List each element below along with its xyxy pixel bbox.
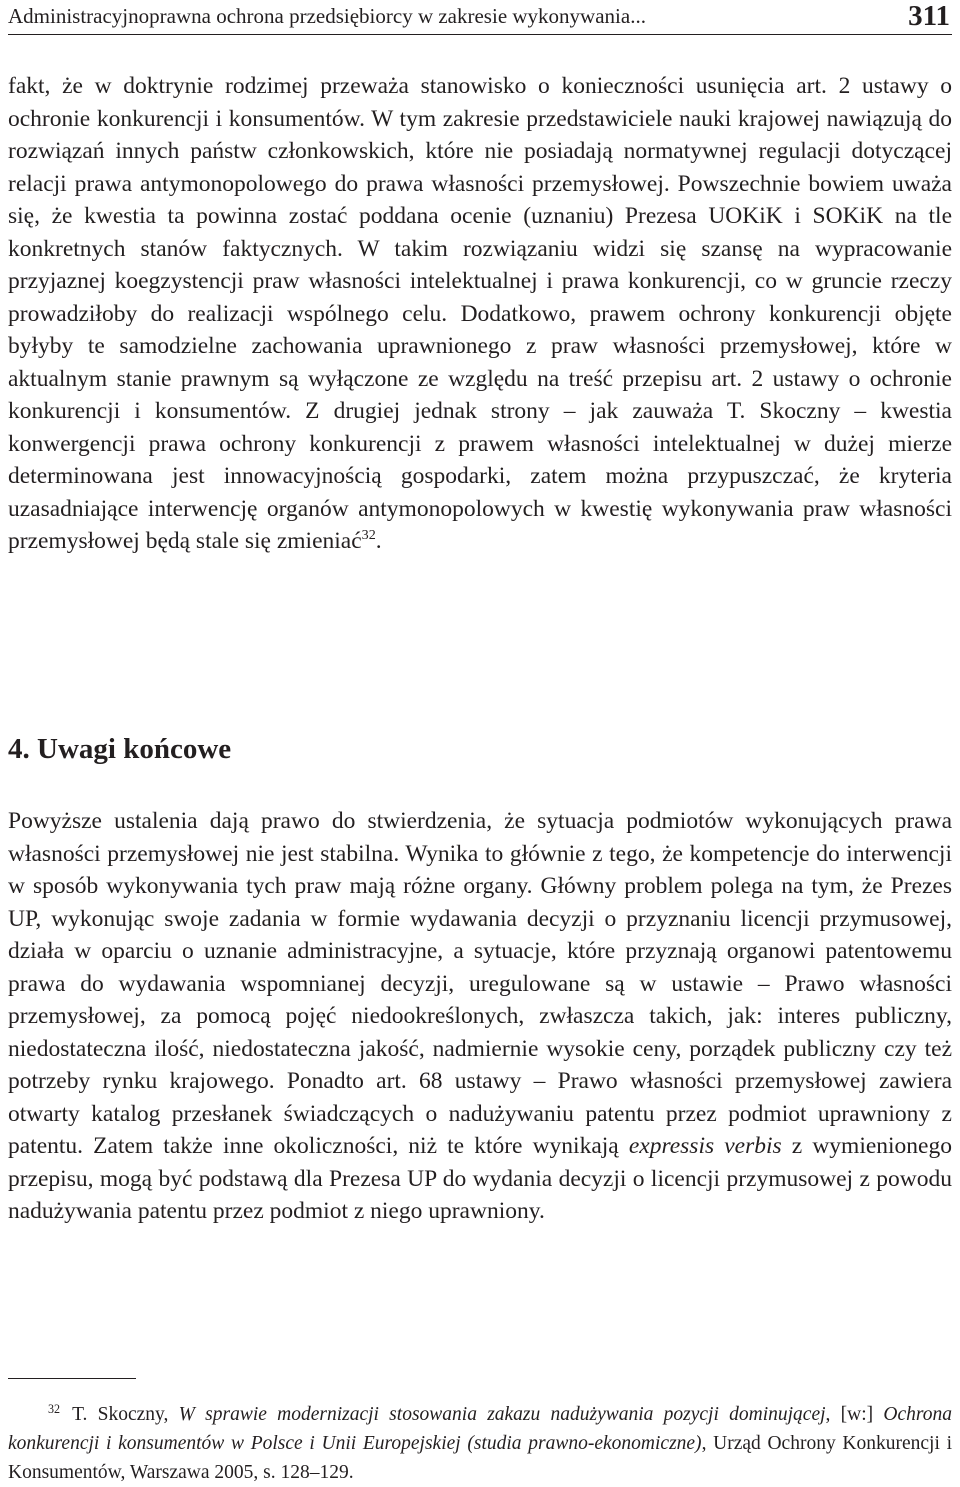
footnote-article-title: W sprawie modernizacji stosowania zakazu nadużywania pozycji dominującej <box>178 1404 826 1425</box>
footnote-in: , [w:] <box>825 1404 884 1425</box>
running-title: Administracyjnoprawna ochrona przedsiębiorcy w zakresie wykonywania... <box>8 4 646 28</box>
section-heading: 4. Uwagi końcowe <box>8 733 232 765</box>
footnote-reference[interactable]: 32 <box>361 527 376 544</box>
paragraph-2-text-b: z wymienionego przepisu, mogą być podstawą dla Prezesa UP do wydania decyzji o licencji przymusowej z powodu nadużywania patentu przez podmiot z niego uprawniony. <box>8 1133 952 1224</box>
footnote-number: 32 <box>48 1402 61 1416</box>
footnote-author: T. Skoczny, <box>72 1404 179 1425</box>
running-header <box>8 0 952 36</box>
body-paragraph-2 <box>8 805 952 1228</box>
page-number: 311 <box>908 0 950 32</box>
paragraph-2-text-a: Powyższe ustalenia dają prawo do stwierdzenia, że sytuacja podmiotów wykonujących prawa własności przemysłowej nie jest stabilna. Wynika to głównie z tego, że kompetencje do interwencji w sposób wykonywania tych praw mają różne organy. Główny problem polega na tym, że Prezes UP, wykonując swoje zadania w formie wydawania decyzji o przyznaniu licencji przymusowej, działa w oparciu o uznanie administracyjne, a sytuacje, które przyznają organowi patentowemu prawa do wydawania wspomnianej decyzji, uregulowane są w ustawie – Prawo własności przemysłowej, za pomocą pojęć niedookreślonych, zwłaszcza takich, jak: interes publiczny, niedostateczna ilość, niedostateczna jakość, nadmiernie wysokie ceny, porządek publiczny czy też potrzeby rynku krajowego. Ponadto art. 68 ustawy – Prawo własności przemysłowej zawiera otwarty katalog przesłanek świadczących o nadużywaniu patentu przez podmiot uprawniony z patentu. Zatem także inne okoliczności, niż te które wynikają <box>8 808 952 1159</box>
footnote-32 <box>8 1395 952 1487</box>
header-divider <box>8 34 952 35</box>
paragraph-1-end: . <box>375 528 382 554</box>
footnote-divider <box>8 1378 136 1379</box>
footnote-publisher: , Urząd Ochrony Konkurencji i Konsumentów, Warszawa 2005, s. 128–129. <box>8 1433 952 1483</box>
latin-phrase: expressis verbis <box>628 1133 782 1159</box>
paragraph-1-text: fakt, że w doktrynie rodzimej przeważa stanowisko o konieczności usunięcia art. 2 ustawy o ochronie konkurencji i konsumentów. W tym zakresie przedstawiciele nauki krajowej nawiązują do rozwiązań innych państw członkowskich, które nie posiadają normatywnej regulacji dotyczącej relacji prawa antymonopolowego do prawa własności przemysłowej. Powszechnie bowiem uważa się, że kwestia ta powinna zostać poddana ocenie (uznaniu) Prezesa UOKiK i SOKiK na tle konkretnych stanów faktycznych. W takim rozwiązaniu widzi się szansę na wypracowanie przyjaznej koegzystencji praw własności intelektualnej i prawa konkurencji, co w gruncie rzeczy prowadziłoby do realizacji wspólnego celu. Dodatkowo, prawem ochrony konkurencji objęte byłyby te samodzielne zachowania uprawnionego z praw własności przemysłowej, które w aktualnym stanie prawnym są wyłączone ze względu na treść przepisu art. 2 ustawy o ochronie konkurencji i konsumentów. Z drugiej jednak strony – jak zauważa T. Skoczny – kwestia konwergencji prawa ochrony konkurencji z prawem własności intelektualnej w dużej mierze determinowana jest innowacyjnością gospodarki, zatem można przypuszczać, że kryteria uzasadniające interwencję organów antymonopolowych w kwestię wykonywania praw własności przemysłowej będą stale się zmieniać <box>8 73 952 554</box>
footnote-book-title: Ochrona konkurencji i konsumentów w Polsce i Unii Europejskiej (studia prawno-ekonomiczne) <box>8 1404 952 1454</box>
body-paragraph-1 <box>8 70 952 558</box>
